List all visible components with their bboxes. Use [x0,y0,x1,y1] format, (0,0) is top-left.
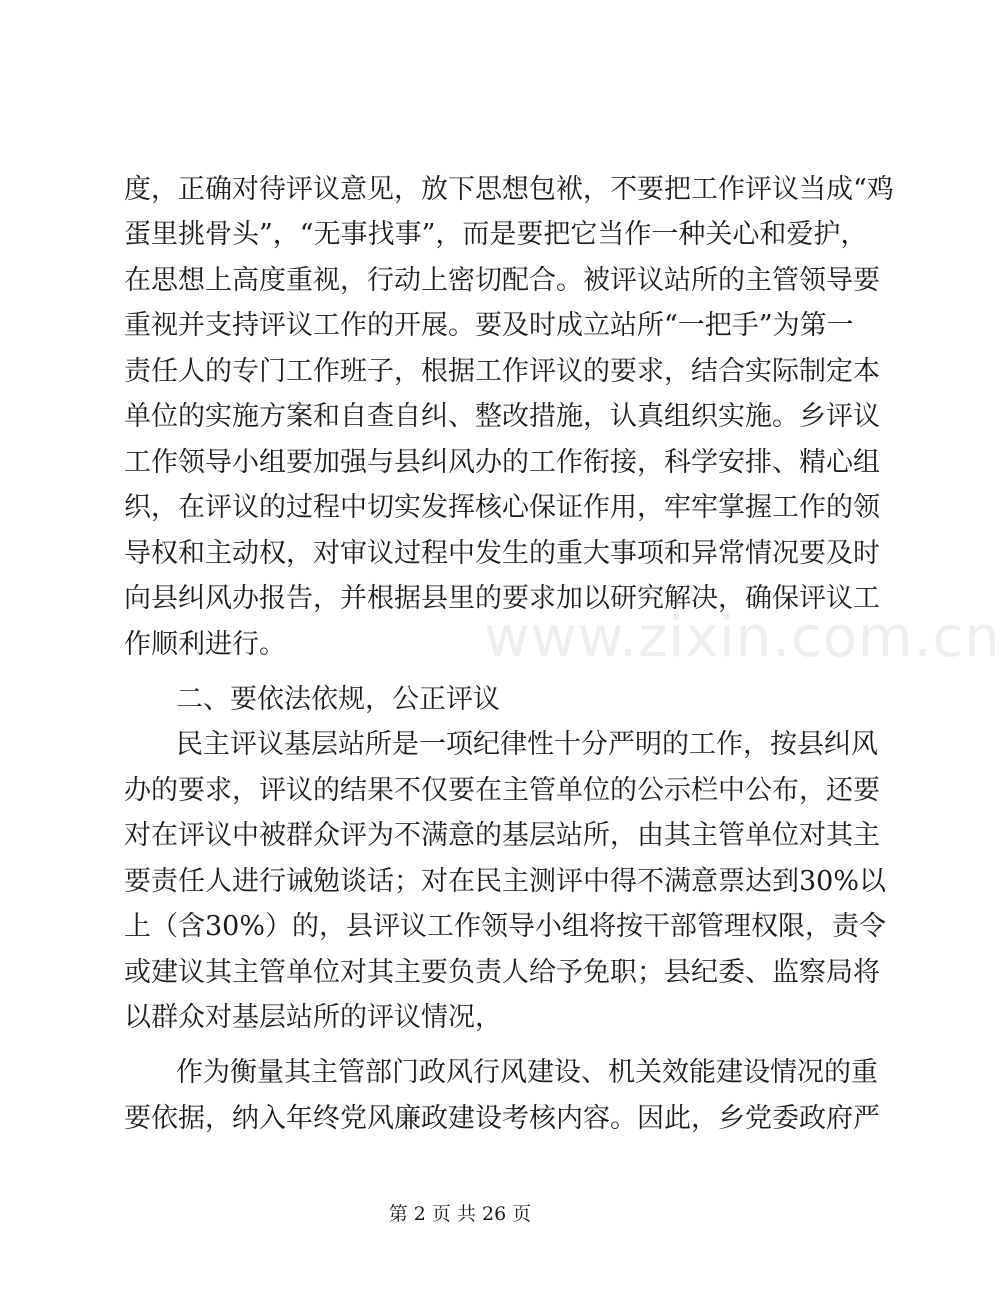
paragraph-line: 民主评议基层站所是一项纪律性十分严明的工作，按县纠风 [176,729,878,760]
paragraph-line: 作顺利进行。 [124,629,286,660]
paragraph-line: 单位的实施方案和自查自纠、整改措施，认真组织实施。乡评议 [124,401,880,432]
paragraph-line: 向县纠风办报告，并根据县里的要求加以研究解决，确保评议工 [124,583,880,614]
paragraph-line: 在思想上高度重视，行动上密切配合。被评议站所的主管领导要 [124,265,880,296]
paragraph-line: 责任人的专门工作班子，根据工作评议的要求，结合实际制定本 [124,356,880,387]
paragraph-line: 导权和主动权，对审议过程中发生的重大事项和异常情况要及时 [124,538,880,569]
paragraph-line: 以群众对基层站所的评议情况， [124,1002,502,1033]
paragraph-line: 重视并支持评议工作的开展。要及时成立站所“一把手”为第一 [124,310,854,341]
paragraph-line: 上（含30%）的，县评议工作领导小组将按干部管理权限，责令 [124,911,887,942]
page-footer: 第 2 页 共 26 页 [388,1203,532,1225]
paragraph-line: 度，正确对待评议意见，放下思想包袱，不要把工作评议当成“鸡 [124,174,894,205]
section-heading: 二、要依法依规，公正评议 [176,684,500,715]
paragraph-line: 办的要求，评议的结果不仅要在主管单位的公示栏中公布，还要 [124,775,880,806]
paragraph-line: 织，在评议的过程中切实发挥核心保证作用，牢牢掌握工作的领 [124,492,880,523]
paragraph-line: 要责任人进行诫勉谈话；对在民主测评中得不满意票达到30%以 [124,866,887,897]
paragraph-line: 对在评议中被群众评为不满意的基层站所，由其主管单位对其主 [124,820,880,851]
paragraph-line: 蛋里挑骨头”，“无事找事”，而是要把它当作一种关心和爱护， [124,219,868,250]
paragraph-line: 要依据，纳入年终党风廉政建设考核内容。因此，乡党委政府严 [124,1103,880,1134]
watermark: www.zixin.com.cn [484,605,1001,670]
paragraph-line: 作为衡量其主管部门政风行风建设、机关效能建设情况的重 [176,1057,878,1088]
paragraph-line: 工作领导小组要加强与县纠风办的工作衔接，科学安排、精心组 [124,447,880,478]
paragraph-line: 或建议其主管单位对其主要负责人给予免职；县纪委、监察局将 [124,957,880,988]
